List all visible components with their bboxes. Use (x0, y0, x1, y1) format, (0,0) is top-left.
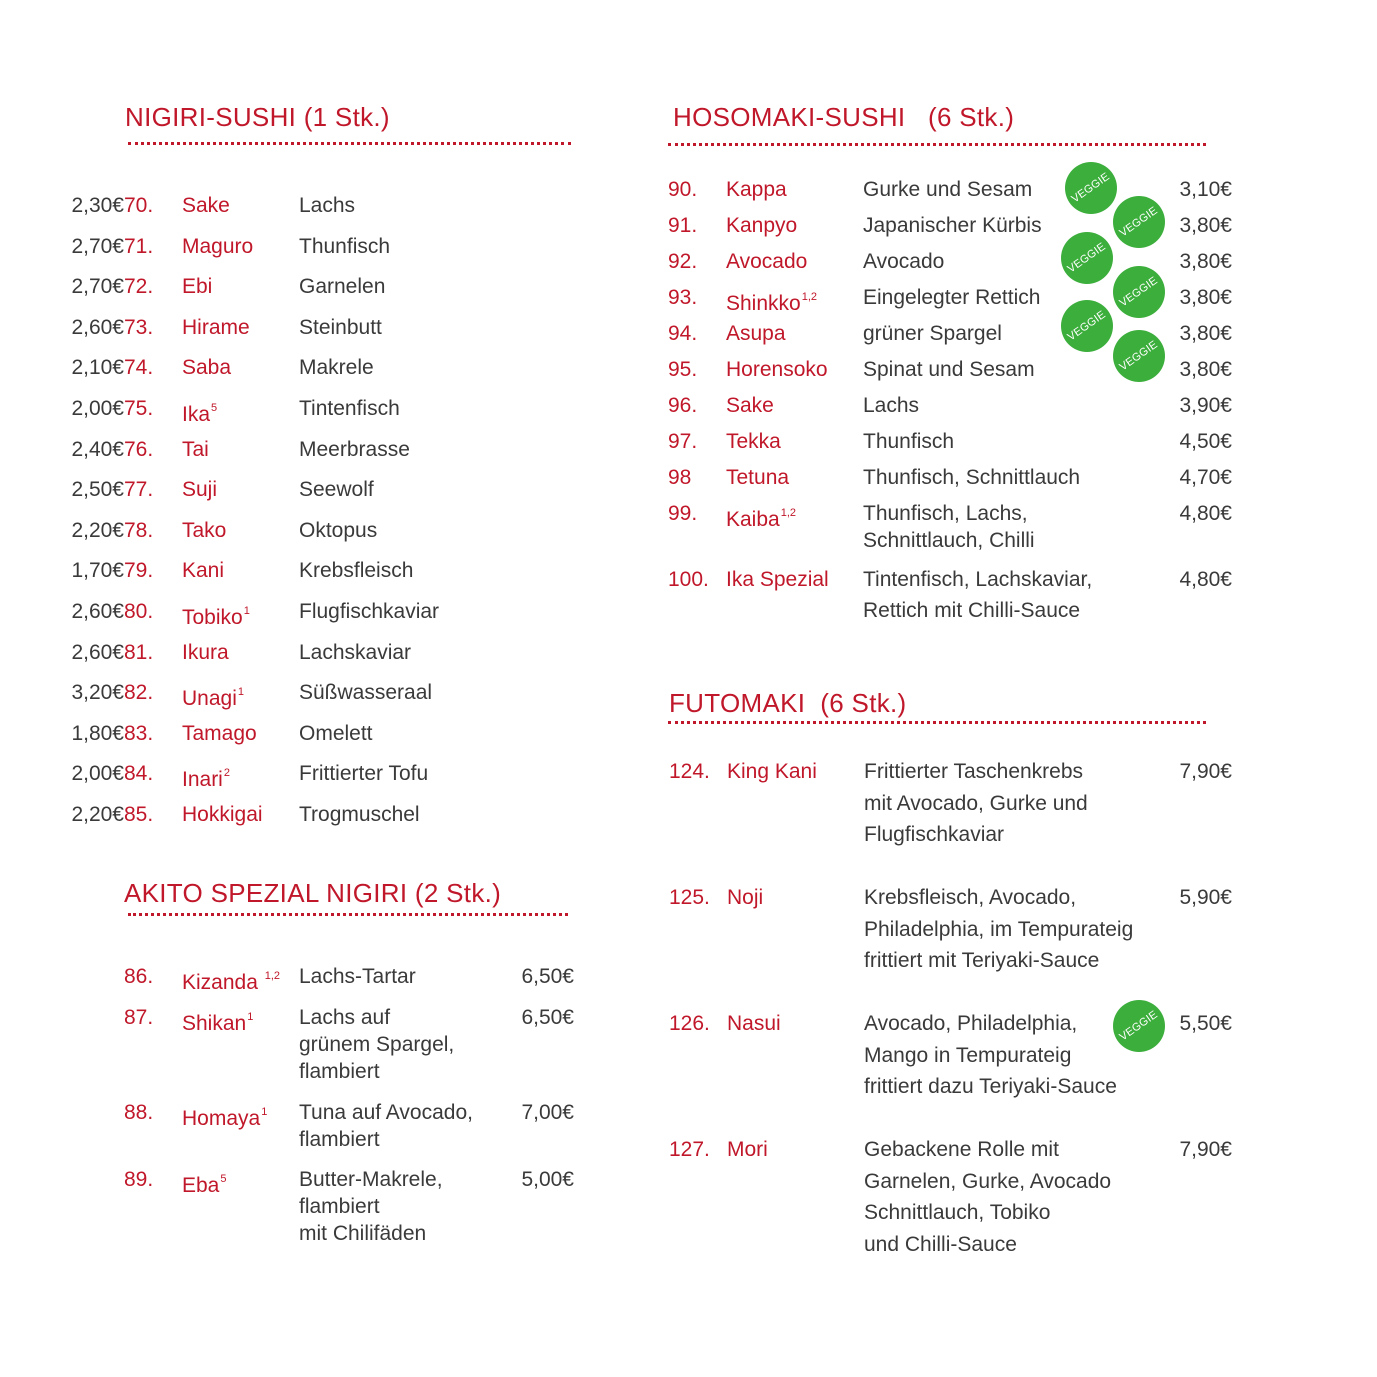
item-number: 79. (124, 559, 154, 583)
item-price: 4,80€ (1179, 502, 1232, 525)
item-number: 76. (124, 437, 154, 461)
item-name: Nasui (727, 1012, 781, 1035)
item-number: 98 (668, 466, 692, 489)
item-description: Gurke und Sesam (863, 178, 1033, 201)
item-description: Thunfisch, Schnittlauch (863, 466, 1081, 489)
item-price: 1,80€ (71, 721, 124, 745)
item-name: King Kani (727, 760, 817, 783)
item-name: Shikan$^1$ (182, 1011, 254, 1035)
item-number: 87. (124, 1006, 154, 1029)
item-number: 99. (668, 502, 698, 525)
item-name: Eba$^5$ (182, 1173, 227, 1197)
item-name: Tako (182, 518, 227, 542)
item-description: Thunfisch (863, 430, 955, 453)
item-price: 2,40€ (71, 437, 124, 461)
hosomaki-divider (668, 143, 1206, 146)
item-price: 7,00€ (521, 1101, 574, 1124)
item-description: Eingelegter Rettich (863, 286, 1041, 309)
item-number: 93. (668, 286, 698, 309)
futomaki-title: FUTOMAKI (6 Stk.) (669, 688, 907, 718)
item-description: Japanischer Kürbis (863, 214, 1042, 237)
item-description: Seewolf (299, 478, 374, 502)
item-number: 83. (124, 721, 154, 745)
item-description: Lachs-Tartar (299, 965, 416, 988)
veggie-badge: VEGGIE (1113, 266, 1165, 318)
item-price: 5,90€ (1179, 886, 1232, 909)
item-number: 96. (668, 394, 698, 417)
item-name: Tamago (182, 721, 257, 745)
item-number: 126. (669, 1012, 710, 1035)
item-price: 2,70€ (71, 234, 124, 258)
item-description: Gebackene Rolle mit Garnelen, Gurke, Avocado Schnittlauch, Tobiko und Chilli-Sauce (864, 1138, 1112, 1256)
item-name: Ikura (182, 640, 229, 664)
item-name: Kappa (726, 178, 787, 201)
item-number: 88. (124, 1101, 154, 1124)
item-name: Tekka (726, 430, 781, 453)
item-description: Frittierter Tofu (299, 762, 429, 786)
item-name: Shinkko$^{1,2}$ (726, 291, 818, 315)
item-name: Tobiko$^1$ (182, 605, 250, 629)
item-description: Trogmuschel (299, 803, 420, 826)
item-price: 6,50€ (521, 965, 574, 988)
item-name: Saba (182, 356, 232, 380)
item-name: Homaya$^1$ (182, 1106, 268, 1130)
item-description: Tintenfisch (299, 397, 400, 420)
item-price: 2,20€ (71, 518, 124, 542)
item-price: 3,90€ (1179, 394, 1232, 417)
item-description: Lachs (299, 194, 356, 217)
item-price: 4,50€ (1179, 430, 1232, 453)
item-number: 95. (668, 358, 698, 381)
item-description: grüner Spargel (863, 322, 1002, 345)
item-description: Frittierter Taschenkrebs mit Avocado, Gurke und Flugfischkaviar (864, 760, 1088, 846)
item-number: 85. (124, 803, 154, 826)
item-number: 89. (124, 1168, 154, 1191)
item-name: Asupa (726, 322, 786, 345)
item-number: 81. (124, 640, 154, 664)
item-name: Maguro (182, 234, 254, 258)
item-price: 3,80€ (1179, 358, 1232, 381)
item-number: 86. (124, 965, 154, 988)
item-number: 90. (668, 178, 698, 201)
nigiri-divider (128, 142, 571, 145)
veggie-badge: VEGGIE (1065, 162, 1117, 214)
hosomaki-title: HOSOMAKI-SUSHI (6 Stk.) (673, 102, 1015, 132)
item-number: 80. (124, 600, 154, 623)
item-name: Kani (182, 559, 225, 583)
item-price: 2,50€ (71, 478, 124, 502)
item-name: Suji (182, 478, 218, 502)
item-name: Ebi (182, 275, 213, 299)
item-price: 3,80€ (1179, 322, 1232, 345)
veggie-badge: VEGGIE (1061, 300, 1113, 352)
veggie-badge: VEGGIE (1113, 196, 1165, 248)
item-price: 2,00€ (71, 397, 124, 420)
item-description: Tuna auf Avocado, flambiert (299, 1101, 473, 1151)
item-name: Noji (727, 886, 764, 909)
item-price: 3,80€ (1179, 250, 1232, 273)
item-name: Hirame (182, 315, 250, 339)
item-description: Süßwasseraal (299, 681, 433, 705)
item-name: Sake (182, 194, 230, 217)
item-number: 75. (124, 397, 154, 420)
item-name: Inari$^2$ (182, 767, 230, 792)
item-number: 74. (124, 356, 154, 380)
item-name: Mori (727, 1138, 768, 1161)
akito-divider (128, 913, 568, 916)
item-number: 100. (668, 568, 709, 591)
item-price: 5,00€ (521, 1168, 574, 1191)
item-number: 125. (669, 886, 710, 909)
item-number: 127. (669, 1138, 710, 1161)
item-description: Lachskaviar (299, 640, 412, 664)
item-name: Unagi$^1$ (182, 686, 244, 711)
item-price: 3,10€ (1179, 178, 1232, 201)
item-number: 72. (124, 275, 154, 299)
item-description: Spinat und Sesam (863, 358, 1035, 381)
item-description: Butter-Makrele, flambiert mit Chilifäden (299, 1168, 443, 1245)
item-price: 2,30€ (71, 194, 124, 217)
item-price: 3,80€ (1179, 286, 1232, 309)
veggie-badge: VEGGIE (1113, 330, 1165, 382)
item-price: 2,20€ (71, 803, 124, 826)
item-name: Hokkigai (182, 803, 263, 826)
item-description: Garnelen (299, 275, 386, 299)
item-price: 7,90€ (1179, 1138, 1232, 1161)
item-price: 4,70€ (1179, 466, 1232, 489)
item-name: Kaiba$^{1,2}$ (726, 507, 797, 531)
item-number: 97. (668, 430, 698, 453)
item-description: Meerbrasse (299, 437, 410, 461)
item-name: Horensoko (726, 358, 828, 381)
item-number: 124. (669, 760, 710, 783)
item-name: Tetuna (726, 466, 790, 489)
item-number: 91. (668, 214, 698, 237)
item-description: Krebsfleisch (299, 559, 414, 583)
item-price: 7,90€ (1179, 760, 1232, 783)
item-description: Makrele (299, 356, 374, 380)
nigiri-title: NIGIRI-SUSHI (1 Stk.) (125, 102, 390, 132)
item-name: Kizanda $^{1,2}$ (182, 970, 281, 994)
item-number: 70. (124, 194, 154, 217)
item-number: 77. (124, 478, 154, 502)
item-description: Flugfischkaviar (299, 600, 440, 623)
item-number: 78. (124, 518, 154, 542)
item-description: Avocado, Philadelphia, Mango in Tempurateig frittiert dazu Teriyaki-Sauce (864, 1012, 1117, 1098)
item-price: 2,00€ (71, 762, 124, 786)
item-price: 2,60€ (71, 600, 124, 623)
veggie-badge: VEGGIE (1061, 232, 1113, 284)
item-number: 92. (668, 250, 698, 273)
item-number: 73. (124, 315, 154, 339)
futomaki-divider (668, 721, 1206, 724)
item-number: 94. (668, 322, 698, 345)
item-price: 4,80€ (1179, 568, 1232, 591)
item-price: 2,70€ (71, 275, 124, 299)
item-name: Kanpyo (726, 214, 798, 237)
item-description: Lachs (863, 394, 920, 417)
item-number: 84. (124, 762, 154, 786)
item-name: Ika$^5$ (182, 402, 218, 426)
item-price: 2,60€ (71, 315, 124, 339)
item-price: 3,80€ (1179, 214, 1232, 237)
item-number: 71. (124, 234, 154, 258)
item-price: 3,20€ (71, 681, 124, 705)
item-name: Sake (726, 394, 774, 417)
item-name: Ika Spezial (726, 568, 829, 591)
item-name: Avocado (726, 250, 808, 273)
item-price: 5,50€ (1179, 1012, 1232, 1035)
item-price: 1,70€ (71, 559, 124, 583)
item-price: 2,60€ (71, 640, 124, 664)
item-description: Oktopus (299, 518, 378, 542)
item-name: Tai (182, 437, 209, 461)
item-description: Avocado (863, 250, 945, 273)
item-price: 6,50€ (521, 1006, 574, 1029)
item-number: 82. (124, 681, 154, 705)
akito-title: AKITO SPEZIAL NIGIRI (2 Stk.) (124, 878, 502, 908)
item-description: Tintenfisch, Lachskaviar, Rettich mit Chilli-Sauce (863, 568, 1093, 622)
item-description: Steinbutt (299, 315, 382, 339)
item-description: Thunfisch (299, 234, 391, 258)
item-description: Omelett (299, 721, 373, 745)
item-description: Krebsfleisch, Avocado, Philadelphia, im Tempurateig frittiert mit Teriyaki-Sauce (864, 886, 1134, 972)
item-description: Thunfisch, Lachs, Schnittlauch, Chilli (863, 502, 1035, 552)
futomaki-list (669, 756, 1232, 1276)
veggie-badge: VEGGIE (1113, 1000, 1165, 1052)
item-description: Lachs auf grünem Spargel, flambiert (299, 1006, 455, 1083)
hosomaki-list (668, 170, 1232, 636)
item-price: 2,10€ (71, 356, 124, 380)
